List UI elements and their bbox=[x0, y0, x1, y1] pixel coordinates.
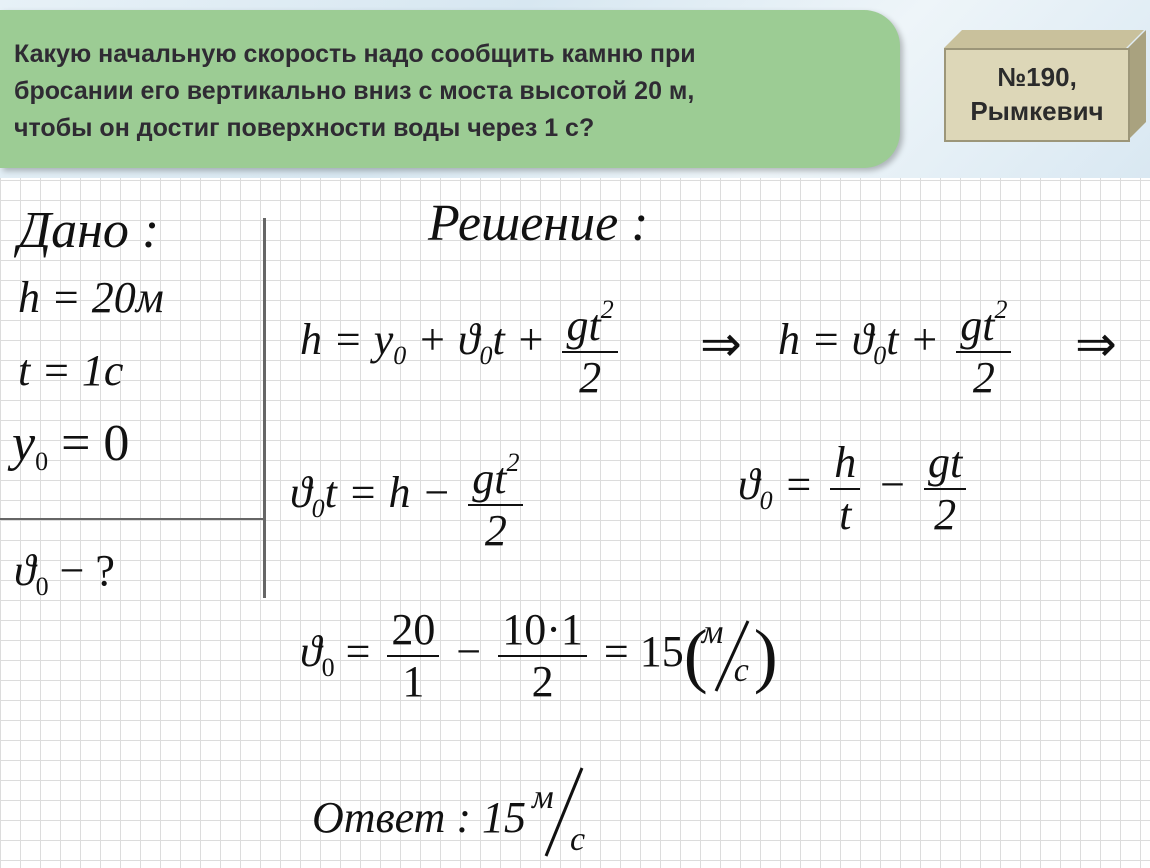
equation-5 bbox=[300, 605, 780, 707]
answer-unit-numerator: м bbox=[532, 779, 554, 816]
eq2-left: h = ϑ bbox=[778, 315, 874, 365]
implies-arrow-2: ⇒ bbox=[1075, 316, 1117, 372]
solution-title: Решение : bbox=[428, 195, 649, 252]
question-line-1: Какую начальную скорость надо сообщить камню при bbox=[14, 40, 696, 68]
eq5-result: = 15 bbox=[603, 627, 684, 677]
eq4-denominator-1: t bbox=[839, 490, 852, 539]
question-line-2: бросании его вертикально вниз с моста высотой 20 м, bbox=[14, 77, 695, 105]
eq4-numerator-1: h bbox=[830, 438, 860, 490]
given-divider-horizontal bbox=[0, 518, 265, 520]
implies-arrow-1: ⇒ bbox=[700, 316, 742, 372]
eq5-denominator-1: 1 bbox=[402, 657, 425, 706]
eq1-sub1: 0 bbox=[479, 341, 493, 371]
eq3-fraction bbox=[468, 438, 523, 556]
eq3-denominator: 2 bbox=[484, 506, 507, 555]
eq3-exponent: 2 bbox=[506, 448, 520, 477]
answer bbox=[312, 778, 616, 868]
eq1-sub0: 0 bbox=[393, 341, 407, 371]
eq5-unit-numerator: м bbox=[701, 614, 724, 651]
unknown-question: − ? bbox=[59, 546, 115, 595]
given-initial-position bbox=[12, 415, 130, 488]
eq1-mid: + ϑ bbox=[417, 315, 480, 365]
question-line-3: чтобы он достиг поверхности воды через 1 с? bbox=[14, 114, 595, 142]
eq3-left: ϑ bbox=[290, 468, 312, 518]
eq1-numerator: gt bbox=[566, 301, 601, 350]
answer-label: Ответ : 15 bbox=[312, 793, 527, 842]
reference-number: №190, bbox=[997, 62, 1077, 92]
eq5-unit bbox=[684, 611, 780, 701]
eq3-mid: t = h − bbox=[324, 468, 452, 518]
eq2-t: t + bbox=[886, 315, 940, 365]
eq4-numerator-2: gt bbox=[924, 438, 966, 490]
eq5-sub: 0 bbox=[321, 653, 335, 683]
eq2-sub: 0 bbox=[873, 341, 887, 371]
answer-unit bbox=[526, 778, 616, 868]
given-height: h = 20м bbox=[18, 273, 164, 322]
equation-4 bbox=[738, 438, 972, 540]
equation-2 bbox=[778, 285, 1017, 403]
question-box bbox=[0, 10, 900, 168]
eq1-fraction bbox=[562, 285, 617, 403]
eq5-unit-denominator: с bbox=[733, 652, 749, 689]
question-text bbox=[14, 36, 884, 147]
eq2-fraction bbox=[956, 285, 1011, 403]
eq5-fraction-2 bbox=[498, 605, 587, 707]
eq1-exponent: 2 bbox=[600, 295, 614, 324]
eq1-left: h = y bbox=[300, 315, 394, 365]
eq5-denominator-2: 2 bbox=[531, 657, 554, 706]
eq5-minus: − bbox=[456, 627, 482, 677]
eq4-fraction-1 bbox=[830, 438, 860, 540]
y0-value: = 0 bbox=[61, 415, 130, 472]
eq3-numerator: gt bbox=[472, 454, 507, 503]
reference-box-top-face bbox=[944, 30, 1144, 48]
eq4-equals: = bbox=[783, 460, 814, 510]
eq4-sub: 0 bbox=[759, 486, 773, 516]
eq4-fraction-2 bbox=[924, 438, 966, 540]
eq2-exponent: 2 bbox=[994, 295, 1008, 324]
given-unknown bbox=[14, 545, 115, 613]
eq5-unit-close-paren: ) bbox=[753, 615, 778, 695]
equation-1 bbox=[300, 285, 624, 403]
reference-box-side-face bbox=[1128, 30, 1146, 140]
eq1-denominator: 2 bbox=[579, 353, 602, 402]
unknown-symbol: ϑ bbox=[14, 546, 36, 595]
eq5-equals: = bbox=[345, 627, 371, 677]
eq4-left: ϑ bbox=[738, 460, 760, 510]
unknown-subscript: 0 bbox=[35, 572, 49, 601]
reference-author: Рымкевич bbox=[970, 96, 1104, 126]
eq3-sub: 0 bbox=[311, 494, 325, 524]
answer-unit-denominator: с bbox=[570, 821, 586, 858]
eq1-t: t + bbox=[492, 315, 546, 365]
eq5-fraction-1 bbox=[387, 605, 439, 707]
given-divider-vertical bbox=[263, 218, 266, 598]
eq2-denominator: 2 bbox=[972, 353, 995, 402]
equation-3 bbox=[290, 438, 529, 556]
reference-text bbox=[944, 60, 1130, 128]
y0-symbol: y bbox=[12, 415, 36, 472]
y0-subscript: 0 bbox=[35, 447, 49, 476]
eq4-denominator-2: 2 bbox=[934, 490, 957, 539]
eq5-numerator-1: 20 bbox=[387, 605, 439, 657]
eq2-numerator: gt bbox=[960, 301, 995, 350]
eq4-minus: − bbox=[877, 460, 907, 510]
eq5-numerator-2: 10·1 bbox=[498, 605, 587, 657]
given-title: Дано : bbox=[18, 202, 160, 259]
eq5-unit-open-paren: ( bbox=[683, 615, 708, 695]
eq5-left: ϑ bbox=[300, 627, 322, 677]
given-time: t = 1с bbox=[18, 346, 124, 395]
